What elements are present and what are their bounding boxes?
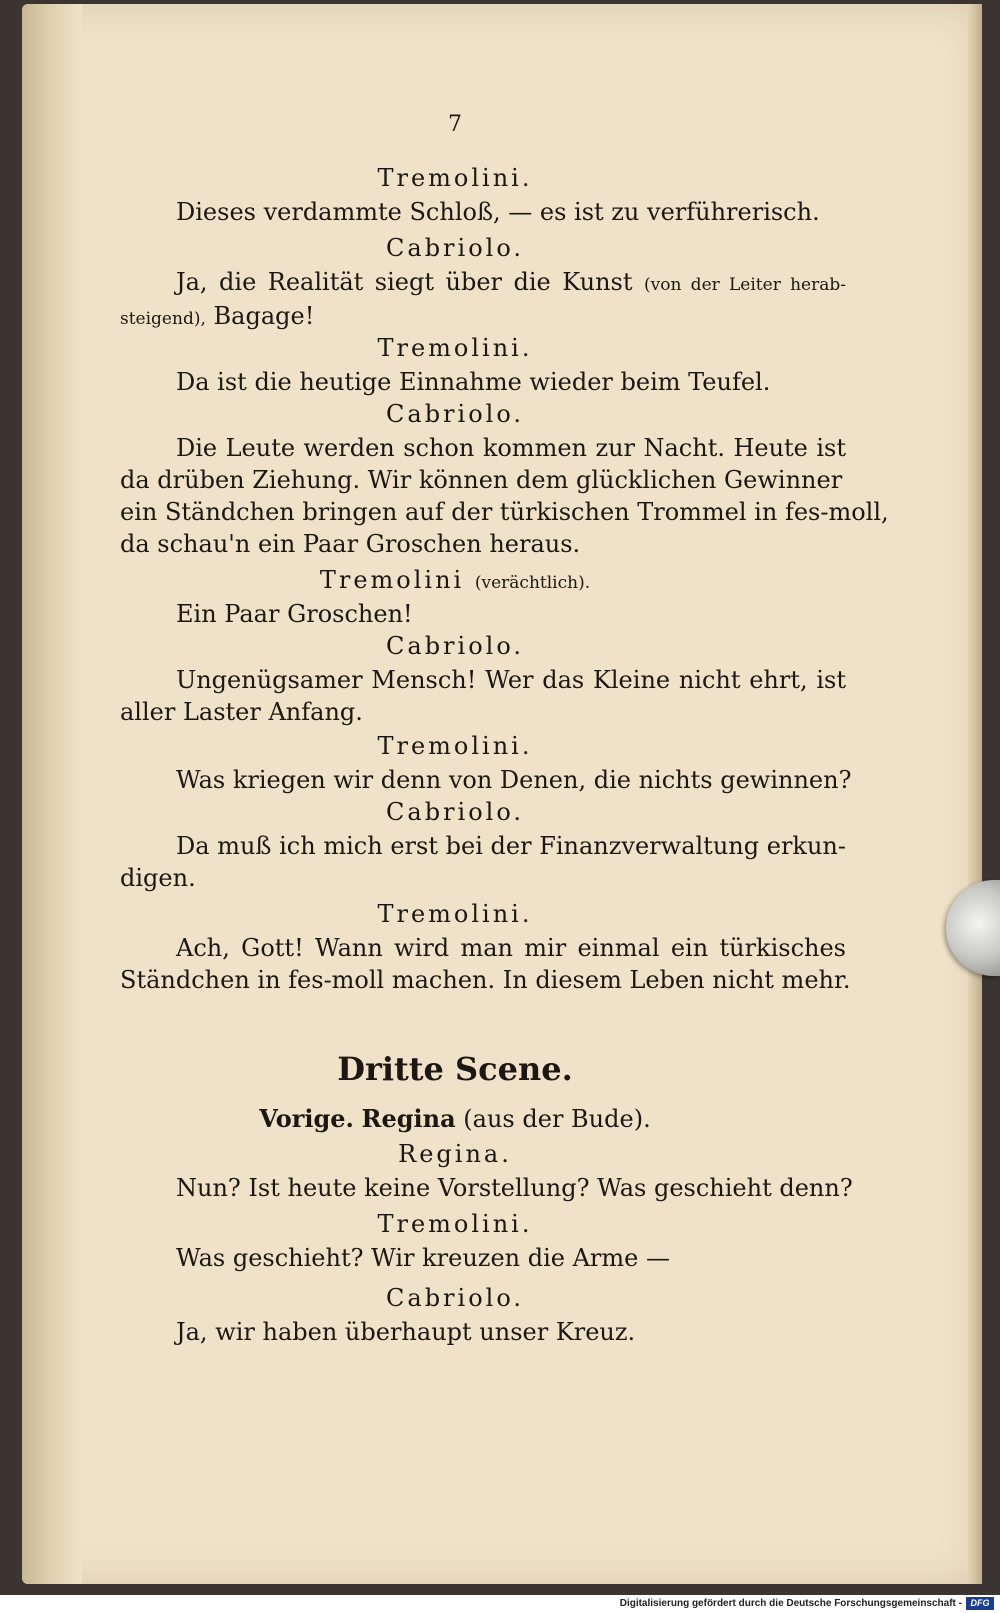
cast-previous: Vorige. <box>259 1104 354 1133</box>
stage-direction: (aus der Bude). <box>463 1105 651 1133</box>
speaker-name: Tremolini. <box>377 334 533 362</box>
page-number: 7 <box>448 112 462 137</box>
dialogue-line: Da ist die heutige Einnahme wieder beim Teufel. <box>176 368 771 396</box>
page-gutter-shadow <box>22 4 82 1584</box>
speaker-name: Cabriolo. <box>386 400 524 428</box>
dialogue-line: Ungenügsamer Mensch! Wer das Kleine nicht ehrt, ist <box>176 666 846 694</box>
speaker-name: Cabriolo. <box>386 1284 524 1312</box>
dialogue-line: Ja, wir haben überhaupt unser Kreuz. <box>176 1318 636 1346</box>
speaker-name: Cabriolo. <box>386 234 524 262</box>
dialogue-line: Ein Paar Groschen! <box>176 600 413 628</box>
dialogue-text: Ja, die Realität siegt über die Kunst <box>176 268 633 296</box>
scene-cast <box>120 1104 790 1133</box>
dialogue-line: Dieses verdammte Schloß, — es ist zu verführerisch. <box>176 198 820 226</box>
dialogue-line: da schau'n ein Paar Groschen heraus. <box>120 530 581 558</box>
dialogue-line: Ach, Gott! Wann wird man mir einmal ein türkisches <box>176 934 846 962</box>
cast-regina: Regina <box>361 1104 456 1133</box>
speaker-name: Tremolini. <box>377 164 533 192</box>
dialogue-line: Da muß ich mich erst bei der Finanzverwaltung erkun- <box>176 832 846 860</box>
dialogue-line: Ständchen in fes-moll machen. In diesem Leben nicht mehr. <box>120 966 851 994</box>
dfg-logo: DFG <box>966 1597 994 1610</box>
dialogue-line <box>120 268 846 296</box>
dialogue-line: Die Leute werden schon kommen zur Nacht. Heute ist <box>176 434 846 462</box>
speaker-name: Regina. <box>398 1140 512 1168</box>
dialogue-line: ein Ständchen bringen auf der türkischen Trommel in fes-moll, <box>120 498 889 526</box>
stage-direction: (verächtlich). <box>474 573 591 593</box>
speaker-name: Tremolini. <box>377 732 533 760</box>
stage-direction: (von der Leiter herab- <box>644 275 846 295</box>
funding-credit: Digitalisierung gefördert durch die Deutsche Forschungsgemeinschaft - <box>619 1598 962 1609</box>
dialogue-line: aller Laster Anfang. <box>120 698 363 726</box>
page-right-edge <box>968 4 982 1584</box>
dialogue-line: da drüben Ziehung. Wir können dem glücklichen Gewinner <box>120 466 843 494</box>
dialogue-line: Nun? Ist heute keine Vorstellung? Was geschieht denn? <box>176 1174 853 1202</box>
dialogue-line: Was kriegen wir denn von Denen, die nichts gewinnen? <box>176 766 852 794</box>
speaker-name <box>120 566 790 594</box>
speaker-name: Cabriolo. <box>386 798 524 826</box>
dialogue-line: digen. <box>120 864 196 892</box>
speaker-name: Tremolini. <box>377 900 533 928</box>
speaker-label: Tremolini <box>319 566 465 594</box>
dialogue-line <box>120 302 790 330</box>
scene-heading: Dritte Scene. <box>337 1050 573 1088</box>
speaker-name: Cabriolo. <box>386 632 524 660</box>
speaker-name: Tremolini. <box>377 1210 533 1238</box>
dialogue-line: Was geschieht? Wir kreuzen die Arme — <box>176 1244 670 1272</box>
dialogue-text: Bagage! <box>213 302 315 330</box>
stage-direction: steigend), <box>120 309 206 329</box>
